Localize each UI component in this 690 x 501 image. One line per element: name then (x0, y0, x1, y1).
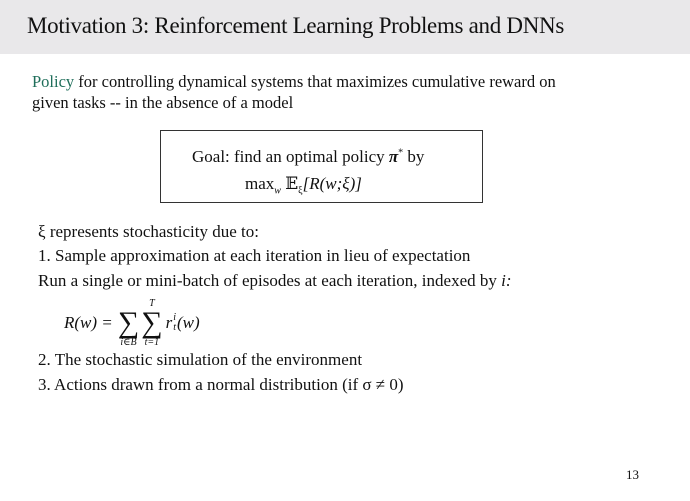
xi-line: ξ represents stochasticity due to: (38, 222, 259, 241)
formula-lhs: R(w) = (64, 313, 113, 332)
r-arg: (w) (176, 313, 200, 332)
max-text: max (245, 174, 275, 193)
run-line (38, 271, 512, 291)
goal-line-1 (192, 147, 424, 167)
expectation-expr: [R(w;ξ)] (302, 174, 362, 193)
expectation-symbol: 𝔼 (285, 174, 299, 193)
page-number: 13 (626, 467, 639, 482)
run-text: Run a single or mini-batch of episodes at each iteration, indexed by (38, 271, 502, 290)
sum-2: ∑ (141, 306, 163, 339)
by-text: by (403, 147, 425, 166)
goal-text: Goal: find an optimal policy (192, 147, 389, 166)
intro-line-1 (32, 72, 556, 92)
sum-2-sub: t=1 (144, 337, 160, 348)
intro-line-2: given tasks -- in the absence of a model (32, 93, 294, 112)
pi-symbol: π (388, 147, 399, 166)
sum-2-group (141, 298, 162, 348)
reward-formula (64, 298, 200, 348)
policy-highlight: Policy (32, 72, 75, 91)
sum-1: ∑ (117, 306, 140, 339)
sum-1-sub: i∈B (120, 337, 137, 348)
goal-line-2 (245, 174, 362, 196)
e-sub: ξ (298, 185, 303, 197)
title-bar (0, 0, 690, 54)
item-2: 2. The stochastic simulation of the environment (38, 350, 363, 369)
star: * (398, 147, 404, 159)
index-i: i: (501, 271, 512, 290)
max-sub: w (274, 185, 281, 197)
item-1: 1. Sample approximation at each iteration in lieu of expectation (38, 246, 471, 265)
sum-1-group (118, 298, 139, 348)
sum-2-sup: T (149, 298, 155, 309)
intro-text: for controlling dynamical systems that maximizes cumulative reward on (74, 72, 556, 91)
goal-box (160, 130, 483, 203)
item-3: 3. Actions drawn from a normal distribution (if σ ≠ 0) (38, 375, 404, 394)
r-sub: t (173, 322, 176, 333)
r-scripts (173, 313, 176, 333)
reward-r: r (165, 313, 173, 332)
slide-title: Motivation 3: Reinforcement Learning Problems and DNNs (27, 13, 564, 38)
r-sup: i (173, 312, 176, 323)
